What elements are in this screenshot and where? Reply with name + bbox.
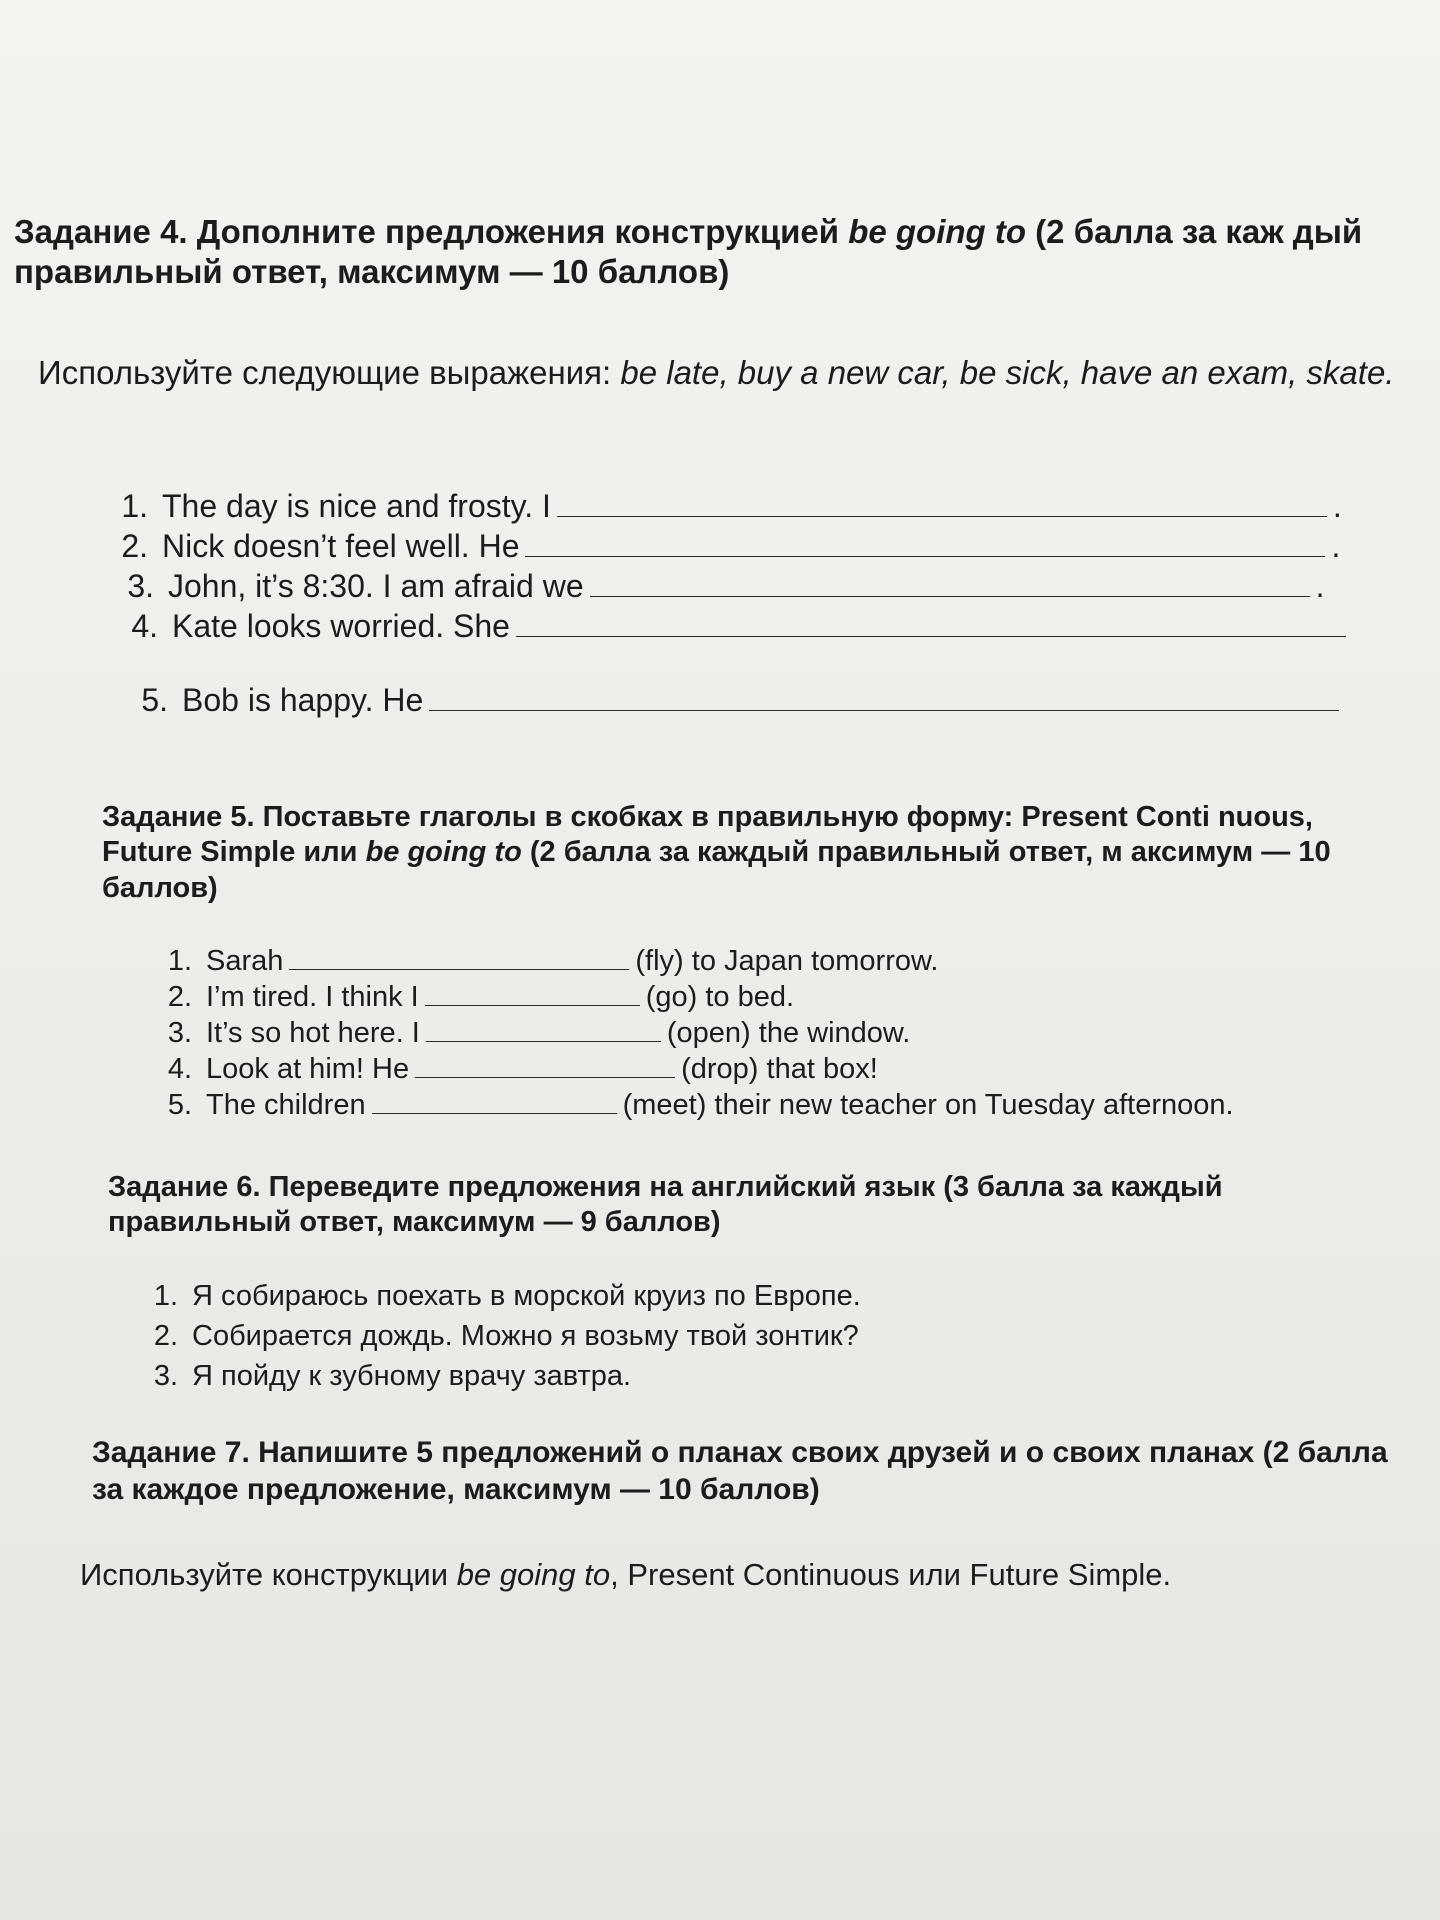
item-text: Я собираюсь поехать в морской круиз по Европе. xyxy=(192,1280,861,1312)
task6-item-1 xyxy=(148,1280,861,1320)
item-number: 4. xyxy=(167,1053,192,1085)
task4-item-5 xyxy=(110,682,1352,722)
item-number: 5. xyxy=(167,1089,192,1121)
item-number: 1. xyxy=(121,488,148,524)
item-text: Look at him! He xyxy=(206,1053,410,1085)
task7-title: Задание 7. Напишите 5 предложений о планах своих друзей и о своих планах (2 балла за каждое предложение, максимум — 10 баллов) xyxy=(92,1436,1388,1506)
task5-title-italic: be going to xyxy=(365,836,522,869)
answer-blank[interactable] xyxy=(289,968,629,970)
task4-item-4 xyxy=(110,608,1352,648)
item-number: 2. xyxy=(167,981,192,1013)
item-text: It’s so hot here. I xyxy=(206,1017,420,1049)
item-number: 2. xyxy=(153,1320,178,1352)
task7-instruction xyxy=(80,1555,1400,1595)
task5-item-2 xyxy=(162,981,1234,1017)
item-verb-hint: (go) to bed. xyxy=(645,981,795,1013)
item-number: 4. xyxy=(131,608,158,644)
task4-title-italic: be going to xyxy=(848,213,1027,250)
item-text: Kate looks worried. She xyxy=(172,608,510,644)
answer-blank[interactable] xyxy=(590,595,1310,597)
item-number: 1. xyxy=(167,945,192,977)
task5-title-text: Задание 5. Поставьте глаголы в скобках в правильную форму: Present Conti nuous, Future Simple или xyxy=(102,801,1313,869)
item-text: Bob is happy. He xyxy=(182,682,424,718)
task5-list xyxy=(162,945,1234,1125)
task4-instruction xyxy=(38,352,1418,395)
task6-title: Задание 6. Переведите предложения на английский язык (3 балла за каждый правильный ответ, максимум — 9 баллов) xyxy=(108,1171,1223,1239)
item-text: Nick doesn’t feel well. He xyxy=(162,528,520,564)
task4-item-2 xyxy=(110,528,1352,568)
task7-instruction-text-end: , Present Continuous или Future Simple. xyxy=(610,1557,1172,1592)
item-text: Собирается дождь. Можно я возьму твой зонтик? xyxy=(192,1320,859,1352)
task5-item-1 xyxy=(162,945,1234,981)
task5-title-text-end: (2 балла за каждый правильный ответ, м аксимум — 10 баллов) xyxy=(102,836,1331,904)
task6-item-2 xyxy=(148,1320,861,1360)
task5-item-4 xyxy=(162,1053,1234,1089)
answer-blank[interactable] xyxy=(557,515,1327,517)
item-number: 2. xyxy=(121,528,148,564)
item-end: . xyxy=(1331,528,1341,564)
task5-title xyxy=(102,800,1402,906)
item-verb-hint: (fly) to Japan tomorrow. xyxy=(635,945,939,977)
answer-blank[interactable] xyxy=(425,1004,640,1006)
item-text: I’m tired. I think I xyxy=(206,981,419,1013)
item-text: John, it’s 8:30. I am afraid we xyxy=(168,568,584,604)
task4-instruction-expressions: be late, buy a new car, be sick, have an exam, skate. xyxy=(620,354,1395,391)
task6-list xyxy=(148,1280,861,1400)
item-end: . xyxy=(1332,488,1342,524)
answer-blank[interactable] xyxy=(415,1076,675,1078)
answer-blank[interactable] xyxy=(426,1040,661,1042)
answer-blank[interactable] xyxy=(525,555,1325,557)
task4-title-text: Задание 4. Дополните предложения конструкцией xyxy=(14,213,849,250)
item-number: 3. xyxy=(153,1360,178,1392)
task5-item-3 xyxy=(162,1017,1234,1053)
item-number: 3. xyxy=(127,568,154,604)
item-verb-hint: (drop) that box! xyxy=(681,1053,878,1085)
item-number: 5. xyxy=(141,682,168,718)
task4-title-text-end: (2 балла за каж дый правильный ответ, максимум — 10 баллов) xyxy=(14,213,1363,291)
answer-blank[interactable] xyxy=(372,1112,617,1114)
item-verb-hint: (meet) their new teacher on Tuesday afternoon. xyxy=(622,1089,1234,1121)
task4-item-1 xyxy=(110,488,1352,528)
item-text: The children xyxy=(206,1089,366,1121)
item-text: Я пойду к зубному врачу завтра. xyxy=(192,1360,632,1392)
task5-item-5 xyxy=(162,1089,1234,1125)
item-text: Sarah xyxy=(206,945,284,977)
item-text: The day is nice and frosty. I xyxy=(162,488,551,524)
answer-blank[interactable] xyxy=(516,635,1346,637)
answer-blank[interactable] xyxy=(429,709,1339,711)
task4-item-3 xyxy=(110,568,1352,608)
item-verb-hint: (open) the window. xyxy=(666,1017,911,1049)
task7-instruction-text: Используйте конструкции xyxy=(80,1557,457,1592)
task6-item-3 xyxy=(148,1360,861,1400)
task4-instruction-text: Используйте следующие выражения: xyxy=(38,354,621,391)
task4-list xyxy=(110,488,1352,722)
task4-title xyxy=(14,212,1424,293)
item-number: 3. xyxy=(167,1017,192,1049)
item-number: 1. xyxy=(153,1280,178,1312)
task7-instruction-italic: be going to xyxy=(456,1557,611,1592)
item-end: . xyxy=(1315,568,1325,604)
